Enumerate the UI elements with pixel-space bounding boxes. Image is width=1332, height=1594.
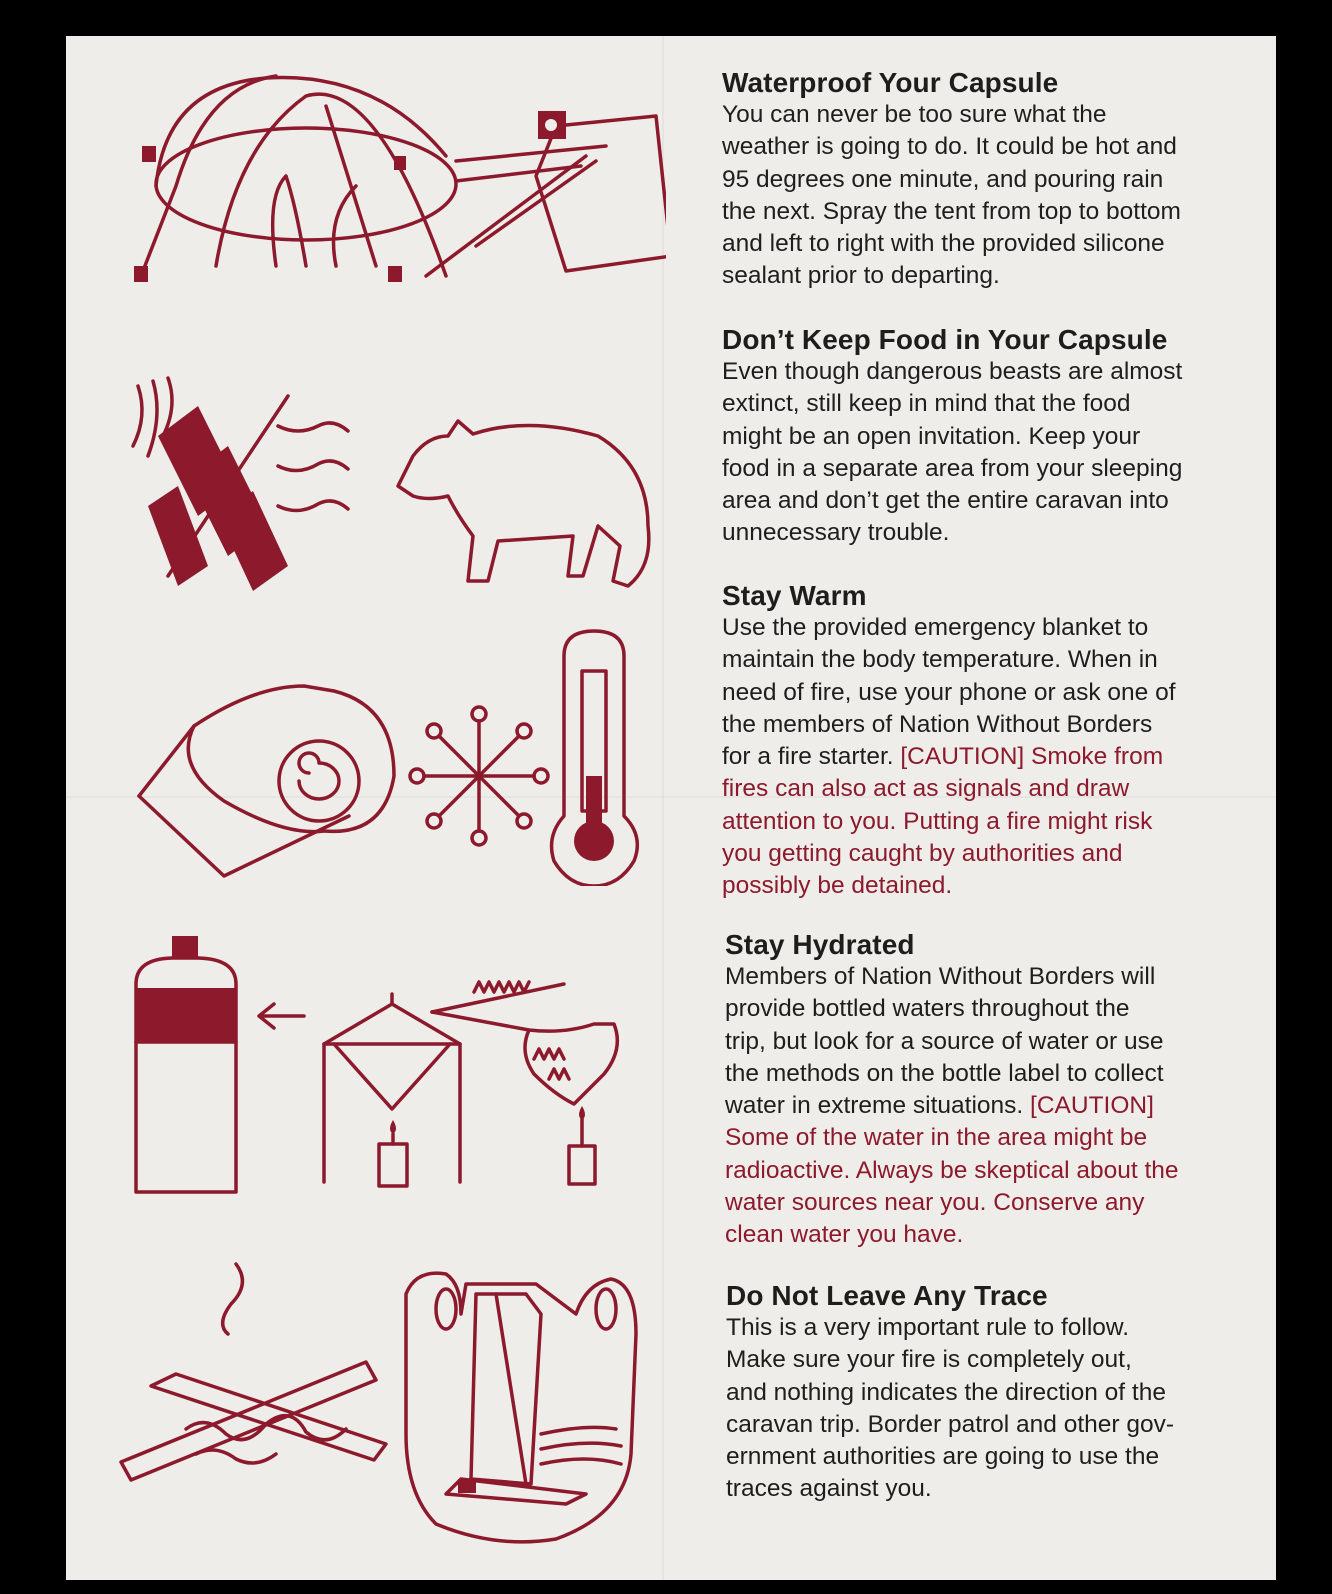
water-bottle-filter-icon [134,934,674,1204]
caution-text: you getting caught by authorities and [722,840,1123,868]
section-waterproof [722,67,1262,293]
section-body: You can never be too sure what the weather is going to do. It could be hot and 95 degrees one minute, and pouring rain the next. Spray the tent from top to bottom and left to right with the provided silicone sealant prior to departing. [722,101,1181,290]
section-stay-hydrated [725,929,1265,1252]
caution-text: [CAUTION] Smoke from [900,743,1164,771]
section-title: Stay Warm [722,580,867,611]
campfire-trash-bag-icon [116,1254,676,1554]
section-title: Stay Hydrated [725,929,915,960]
caution-text: Some of the water in the area might be [725,1124,1148,1152]
blanket-snowflake-thermometer-icon [134,626,674,886]
caution-text: attention to you. Putting a fire might risk [722,807,1153,835]
caution-text: [CAUTION] [1030,1092,1154,1120]
section-body: Use the provided emergency blanket to maintain the body temperature. When in need of fire, use your phone or ask one of the members of Nation Without Borders for a fire starter. [CAUTION] Smoke from fires can also act as signals and draw attention to you. Putting a fire might risk you getting caught by authorities and possibly be detained. [722,614,1176,900]
food-bear-icon [128,366,668,596]
caution-text: clean water you have. [725,1221,964,1249]
section-body: Even though dangerous beasts are almost extinct, still keep in mind that the food might be an open invitation. Keep your food in a separate area from your sleeping area and don’t get the entire caravan into unnecessary trouble. [722,358,1183,547]
section-no-trace [726,1280,1266,1506]
section-title: Don’t Keep Food in Your Capsule [722,324,1168,355]
tent-spray-icon [126,66,666,296]
section-body: This is a very important rule to follow. Make sure your fire is completely out, and nothing indicates the direction of the caravan trip. Border patrol and other gov- ernment authorities are going to use the traces against you. [726,1314,1175,1503]
caution-text: fires can also act as signals and draw [722,775,1130,803]
illustration-column [66,36,686,1580]
section-food [722,324,1262,550]
section-title: Do Not Leave Any Trace [726,1280,1048,1311]
caution-text: radioactive. Always be skeptical about the [725,1156,1179,1184]
caution-text: possibly be detained. [722,872,953,900]
pamphlet-page [66,36,1276,1580]
section-title: Waterproof Your Capsule [722,67,1059,98]
section-body: Members of Nation Without Borders will provide bottled waters throughout the trip, but look for a source of water or use the methods on the bottle label to collect water in extreme situations. [CAUTION] Some of the water in the area might be radioactive. Always be skeptical about the water sources near you. Conserve any clean water you have. [725,963,1179,1249]
caution-text: water sources near you. Conserve any [725,1189,1145,1217]
section-stay-warm [722,580,1262,903]
